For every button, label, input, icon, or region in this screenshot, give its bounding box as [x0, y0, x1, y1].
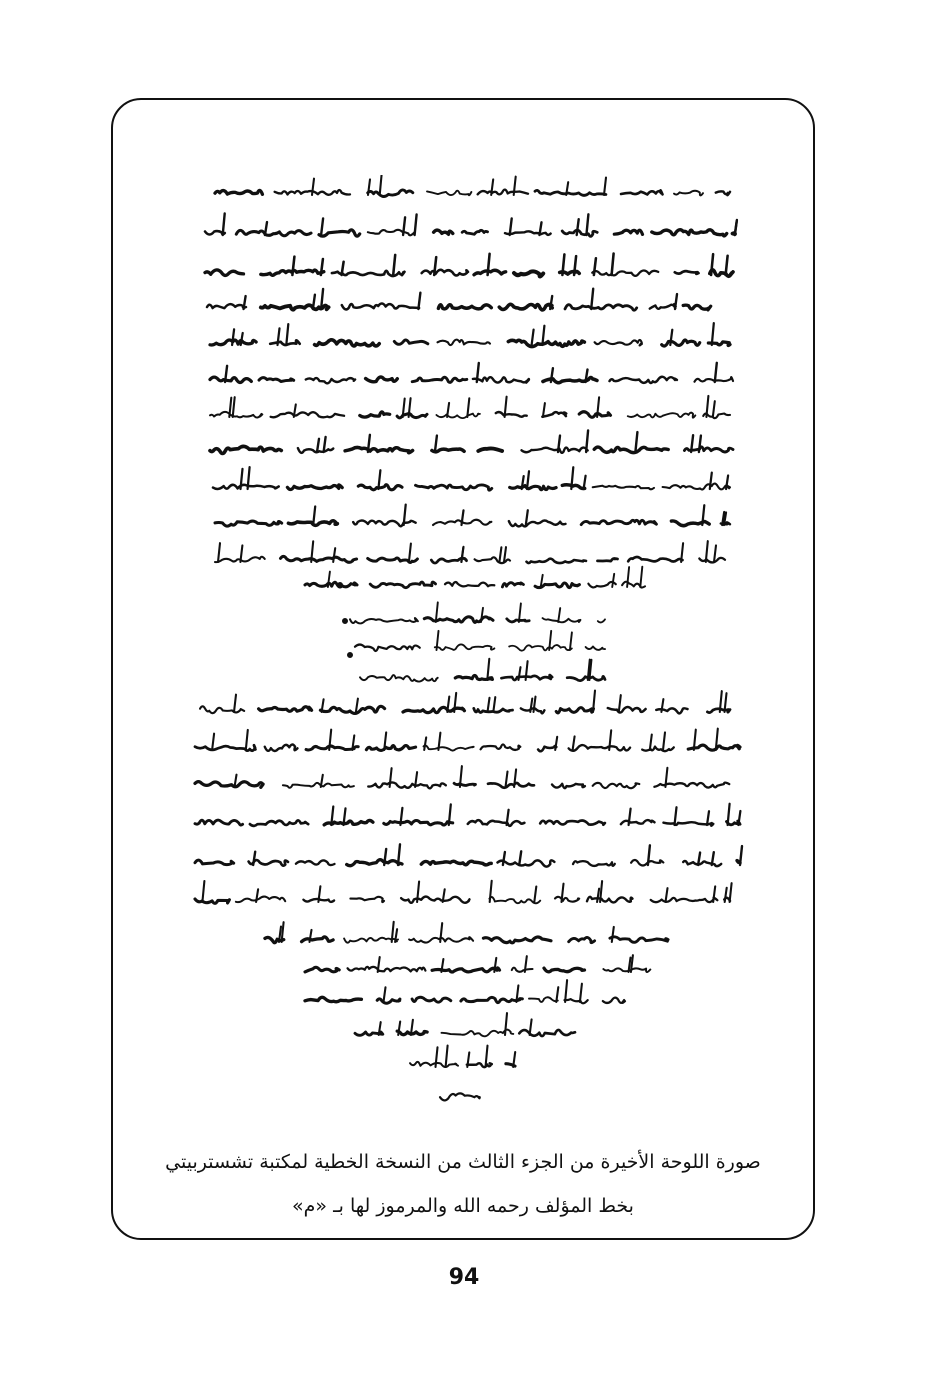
ink-stroke	[586, 430, 588, 452]
ink-stroke	[246, 730, 248, 750]
ink-stroke	[265, 745, 298, 751]
ink-stroke	[740, 846, 742, 865]
ink-stroke	[368, 190, 413, 197]
ink-stroke	[478, 190, 528, 195]
ink-stroke	[236, 230, 311, 235]
ink-stroke	[716, 191, 730, 195]
ink-stroke	[461, 548, 463, 563]
ink-stroke	[384, 820, 453, 824]
ink-stroke	[370, 582, 435, 588]
ink-stroke	[488, 783, 534, 788]
ink-stroke	[436, 1047, 438, 1067]
ink-dot	[343, 619, 348, 624]
ink-stroke	[608, 707, 646, 713]
ink-stroke	[527, 471, 529, 489]
ink-stroke	[287, 485, 342, 490]
ink-stroke	[305, 582, 357, 587]
ink-stroke	[438, 340, 491, 345]
ink-stroke	[422, 270, 468, 276]
ink-stroke	[628, 557, 682, 562]
ink-stroke	[642, 747, 674, 752]
ink-stroke	[586, 647, 605, 650]
ink-stroke	[210, 446, 281, 453]
ink-stroke	[412, 377, 467, 382]
ink-stroke	[612, 254, 614, 276]
ink-stroke	[519, 1030, 575, 1036]
ink-stroke	[348, 967, 426, 972]
ink-stroke	[434, 230, 453, 234]
ink-stroke	[522, 448, 588, 453]
ink-stroke	[350, 897, 384, 902]
ink-stroke	[614, 230, 642, 234]
ink-stroke	[598, 559, 618, 562]
ink-stroke	[283, 783, 354, 788]
ink-stroke	[594, 258, 596, 275]
ink-stroke	[202, 881, 204, 902]
ink-stroke	[577, 219, 579, 235]
ink-stroke	[442, 1030, 514, 1037]
ink-stroke	[324, 437, 326, 452]
ink-stroke	[350, 618, 418, 623]
ink-stroke	[628, 413, 696, 418]
ink-stroke	[505, 231, 551, 235]
ink-stroke	[319, 230, 360, 236]
ink-stroke	[510, 486, 556, 490]
ink-stroke	[543, 403, 545, 417]
ink-stroke	[213, 485, 279, 489]
ink-stroke	[446, 1046, 448, 1068]
ink-stroke	[345, 447, 413, 452]
ink-stroke	[591, 289, 593, 309]
figure-caption	[120, 1140, 806, 1228]
ink-stroke	[424, 737, 426, 750]
ink-stroke	[650, 304, 676, 309]
ink-stroke	[317, 439, 319, 452]
ink-stroke	[445, 582, 494, 586]
ink-stroke	[360, 675, 438, 681]
ink-stroke	[427, 191, 471, 196]
ink-stroke	[344, 938, 398, 943]
ink-stroke	[699, 558, 725, 563]
ink-stroke	[377, 999, 400, 1003]
ink-stroke	[509, 645, 572, 651]
ink-stroke	[565, 980, 567, 1002]
ink-stroke	[569, 745, 631, 751]
ink-stroke	[438, 305, 491, 309]
ink-stroke	[467, 1063, 492, 1067]
ink-stroke	[342, 304, 419, 310]
ink-stroke	[378, 470, 380, 489]
ink-stroke	[321, 218, 323, 235]
ink-stroke	[532, 330, 534, 345]
ink-stroke	[527, 559, 587, 563]
ink-stroke	[530, 1019, 532, 1035]
ink-stroke	[261, 305, 329, 310]
ink-stroke	[552, 784, 585, 788]
ink-stroke	[683, 861, 721, 866]
ink-stroke	[534, 887, 536, 903]
ink-stroke	[435, 644, 495, 649]
ink-stroke	[415, 215, 417, 236]
ink-stroke	[409, 544, 411, 563]
ink-stroke	[236, 897, 285, 903]
ink-stroke	[296, 860, 335, 865]
ink-stroke	[306, 378, 355, 383]
ink-stroke	[610, 377, 677, 383]
ink-stroke	[195, 899, 229, 903]
ink-stroke	[538, 746, 556, 751]
ink-stroke	[715, 363, 717, 382]
ink-stroke	[526, 510, 528, 525]
ink-stroke	[320, 706, 384, 713]
ink-stroke	[650, 735, 652, 751]
ink-stroke	[358, 485, 402, 490]
ink-stroke	[619, 695, 621, 712]
ink-stroke	[215, 190, 262, 194]
ink-stroke	[612, 927, 614, 942]
ink-stroke	[594, 447, 668, 453]
ink-stroke	[509, 521, 566, 527]
ink-stroke	[562, 230, 597, 236]
ink-stroke	[570, 632, 572, 650]
ink-stroke	[499, 304, 552, 310]
ink-stroke	[530, 699, 532, 713]
ink-stroke	[356, 699, 358, 712]
ink-stroke	[663, 732, 665, 750]
ink-stroke	[725, 888, 727, 902]
ink-stroke	[281, 556, 357, 562]
ink-stroke	[558, 608, 560, 622]
ink-stroke	[315, 340, 380, 346]
ink-stroke	[610, 937, 668, 943]
ink-stroke	[488, 698, 490, 712]
ink-stroke	[205, 270, 244, 275]
ink-stroke	[544, 968, 585, 972]
ink-stroke	[259, 707, 312, 712]
ink-stroke	[514, 271, 543, 276]
handwriting-scan	[185, 175, 745, 1115]
ink-stroke	[565, 305, 637, 311]
ink-stroke	[573, 736, 575, 750]
ink-stroke	[573, 861, 615, 866]
ink-stroke	[401, 897, 469, 903]
ink-stroke	[621, 820, 655, 824]
ink-stroke	[306, 746, 358, 750]
ink-stroke	[333, 548, 335, 562]
ink-stroke	[447, 403, 449, 417]
ink-stroke	[271, 412, 345, 417]
ink-stroke	[598, 619, 605, 622]
ink-stroke	[498, 860, 555, 866]
ink-stroke	[384, 987, 386, 1002]
ink-stroke	[454, 783, 475, 785]
ink-stroke	[519, 851, 521, 865]
ink-dot	[348, 653, 353, 658]
ink-stroke	[499, 547, 501, 562]
ink-stroke	[666, 888, 668, 902]
page-number: 94	[448, 1265, 480, 1290]
ink-stroke	[481, 744, 521, 749]
ink-stroke	[555, 897, 579, 902]
manuscript-image	[185, 175, 745, 1115]
ink-stroke	[714, 545, 716, 562]
ink-stroke	[587, 897, 633, 903]
ink-stroke	[286, 324, 288, 345]
ink-stroke	[210, 412, 262, 418]
ink-stroke	[635, 432, 637, 452]
ink-stroke	[424, 617, 493, 623]
ink-stroke	[621, 190, 663, 194]
ink-stroke	[664, 822, 714, 826]
ink-stroke	[462, 230, 487, 234]
ink-stroke	[663, 484, 730, 490]
ink-stroke	[565, 999, 588, 1003]
ink-stroke	[593, 783, 640, 788]
ink-stroke	[218, 543, 220, 562]
ink-stroke	[223, 214, 225, 236]
ink-stroke	[424, 746, 474, 751]
ink-stroke	[562, 485, 584, 489]
ink-stroke	[440, 923, 442, 942]
ink-stroke	[259, 378, 294, 382]
ink-stroke	[535, 190, 606, 195]
ink-stroke	[440, 1093, 480, 1100]
ink-stroke	[675, 271, 699, 274]
ink-stroke	[305, 997, 361, 1002]
ink-stroke	[730, 883, 732, 902]
ink-stroke	[597, 889, 599, 902]
ink-stroke	[592, 270, 658, 275]
ink-stroke	[586, 214, 588, 235]
caption-line-2: بخط المؤلف رحمه الله والمرموز لها بـ «م»	[292, 1195, 634, 1217]
ink-stroke	[567, 676, 605, 680]
ink-stroke	[394, 340, 428, 344]
ink-stroke	[707, 709, 730, 713]
ink-stroke	[393, 255, 395, 275]
ink-stroke	[506, 772, 508, 788]
ink-stroke	[556, 708, 593, 713]
ink-stroke	[234, 695, 236, 712]
ink-stroke	[360, 412, 390, 417]
ink-stroke	[215, 521, 282, 526]
ink-dot	[338, 583, 343, 588]
ink-stroke	[368, 230, 415, 235]
ink-stroke	[512, 968, 533, 972]
ink-stroke	[253, 852, 255, 865]
ink-stroke	[265, 222, 267, 235]
ink-stroke	[305, 967, 339, 972]
ink-stroke	[540, 820, 605, 824]
ink-stroke	[421, 861, 491, 865]
ink-stroke	[569, 937, 595, 942]
ink-stroke	[604, 178, 606, 196]
ink-stroke	[688, 745, 740, 750]
ink-stroke	[710, 270, 733, 276]
ink-stroke	[503, 852, 505, 865]
ink-stroke	[436, 414, 480, 419]
ink-stroke	[652, 230, 727, 236]
ink-stroke	[432, 449, 464, 452]
ink-stroke	[674, 191, 703, 196]
ink-stroke	[207, 304, 246, 308]
ink-stroke	[195, 860, 234, 865]
ink-stroke	[493, 697, 495, 712]
ink-stroke	[593, 486, 654, 490]
ink-stroke	[240, 545, 242, 562]
ink-stroke	[380, 175, 382, 195]
ink-stroke	[347, 860, 402, 866]
ink-stroke	[713, 401, 715, 417]
ink-stroke	[579, 412, 610, 418]
ink-stroke	[603, 998, 625, 1003]
ink-stroke	[418, 293, 420, 309]
ink-stroke	[505, 1013, 507, 1035]
ink-stroke	[353, 520, 415, 526]
ink-stroke	[250, 820, 308, 825]
ink-stroke	[529, 997, 558, 1002]
ink-stroke	[542, 412, 566, 417]
ink-stroke	[675, 807, 677, 825]
ink-stroke	[302, 937, 334, 942]
ink-stroke	[366, 377, 398, 382]
ink-stroke	[390, 768, 392, 787]
ink-stroke	[726, 256, 728, 275]
ink-stroke	[581, 520, 656, 524]
ink-stroke	[195, 782, 263, 788]
ink-stroke	[603, 968, 650, 972]
ink-stroke	[490, 881, 492, 902]
ink-stroke	[212, 734, 214, 750]
ink-stroke	[298, 448, 333, 453]
ink-stroke	[355, 645, 420, 651]
ink-stroke	[521, 708, 545, 713]
ink-stroke	[502, 583, 523, 587]
caption-line-1: صورة اللوحة الأخيرة من الجزء الثالث من النسخة الخطية لمكتبة تشستربيتي	[165, 1151, 761, 1173]
ink-stroke	[435, 436, 437, 452]
ink-stroke	[292, 257, 294, 275]
ink-stroke	[313, 507, 315, 526]
ink-stroke	[366, 746, 415, 751]
ink-stroke	[200, 706, 244, 713]
ink-stroke	[580, 984, 582, 1002]
ink-stroke	[543, 618, 581, 622]
ink-stroke	[397, 413, 427, 417]
ink-stroke	[410, 1062, 458, 1067]
ink-stroke	[474, 270, 506, 275]
ink-stroke	[412, 997, 451, 1002]
ink-stroke	[662, 340, 700, 346]
ink-stroke	[496, 412, 527, 417]
ink-stroke	[461, 997, 523, 1002]
ink-stroke	[489, 897, 540, 903]
ink-stroke	[483, 937, 551, 943]
ink-stroke	[478, 448, 502, 451]
ink-stroke	[728, 804, 730, 825]
ink-stroke	[612, 574, 614, 587]
ink-stroke	[640, 567, 642, 587]
ink-stroke	[595, 340, 642, 346]
ink-stroke	[508, 340, 584, 346]
ink-stroke	[210, 377, 251, 382]
ink-stroke	[233, 397, 235, 417]
ink-stroke	[473, 377, 529, 382]
ink-stroke	[195, 820, 243, 825]
ink-stroke	[416, 485, 492, 490]
ink-stroke	[468, 820, 525, 826]
ink-stroke	[510, 219, 512, 236]
ink-stroke	[683, 305, 711, 310]
ink-stroke	[270, 340, 300, 345]
ink-stroke	[651, 898, 718, 903]
ink-stroke	[368, 782, 446, 788]
